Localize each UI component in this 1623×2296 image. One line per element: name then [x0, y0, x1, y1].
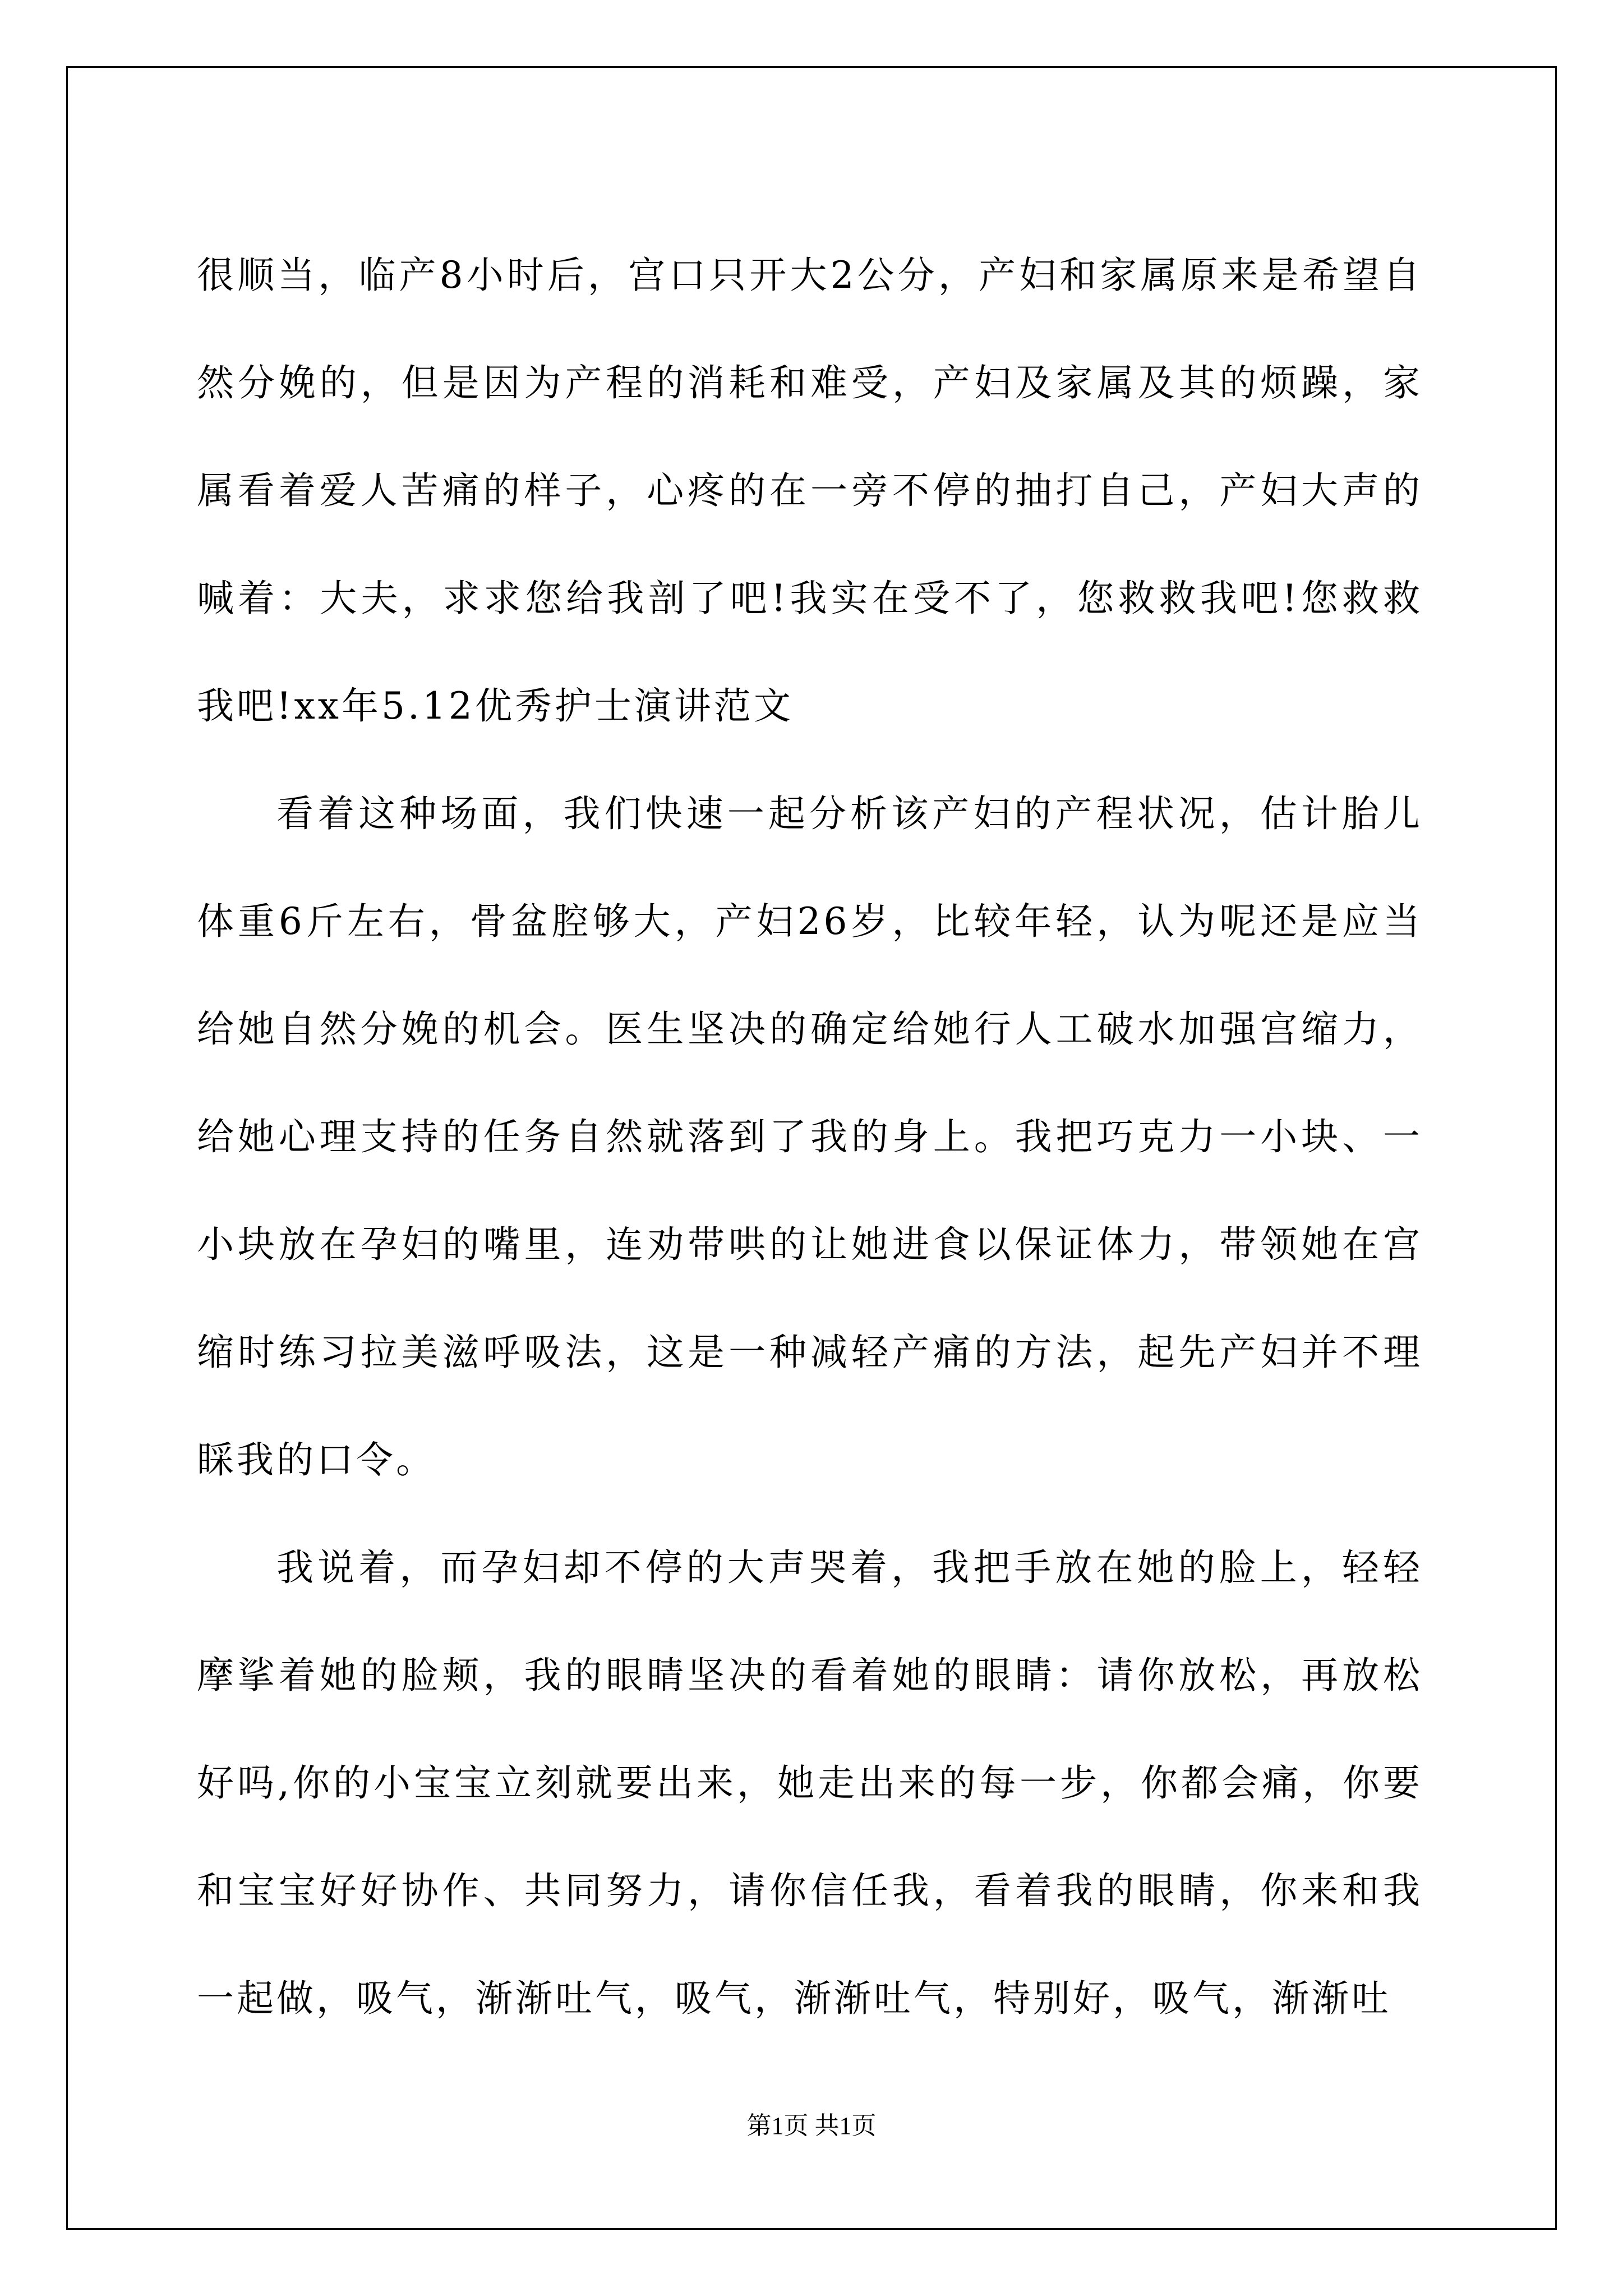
paragraph-2: 看着这种场面，我们快速一起分析该产妇的产程状况，估计胎儿体重6斤左右，骨盆腔够大，产妇26岁，比较年轻，认为呢还是应当给她自然分娩的机会。医生坚决的确定给她行人工破水加强宫缩力，给她心理支持的任务自然就落到了我的身上。我把巧克力一小块、一小块放在孕妇的嘴里，连劝带哄的让她进食以保证体力，带领她在宫缩时练习拉美滋呼吸法，这是一种减轻产痛的方法，起先产妇并不理睬我的口令。 — [197, 792, 1423, 1481]
paragraph-3: 我说着，而孕妇却不停的大声哭着，我把手放在她的脸上，轻轻摩挲着她的脸颊，我的眼睛坚决的看着她的眼睛：请你放松，再放松好吗,你的小宝宝立刻就要出来，她走出来的每一步，你都会痛，你要和宝宝好好协作、共同努力，请你信任我，看着我的眼睛，你来和我一起做，吸气，渐渐吐气，吸气，渐渐吐气，特别好，吸气，渐渐吐 — [197, 1546, 1423, 2020]
document-body — [197, 222, 1423, 2053]
page-footer: 第1页 共1页 — [746, 2112, 877, 2139]
paragraph-1: 很顺当，临产8小时后，宫口只开大2公分，产妇和家属原来是希望自然分娩的，但是因为产程的消耗和难受，产妇及家属及其的烦躁，家属看着爱人苦痛的样子，心疼的在一旁不停的抽打自己，产妇大声的喊着：大夫，求求您给我剖了吧!我实在受不了，您救救我吧!您救救我吧!xx年5.12优秀护士演讲范文 — [197, 254, 1423, 728]
